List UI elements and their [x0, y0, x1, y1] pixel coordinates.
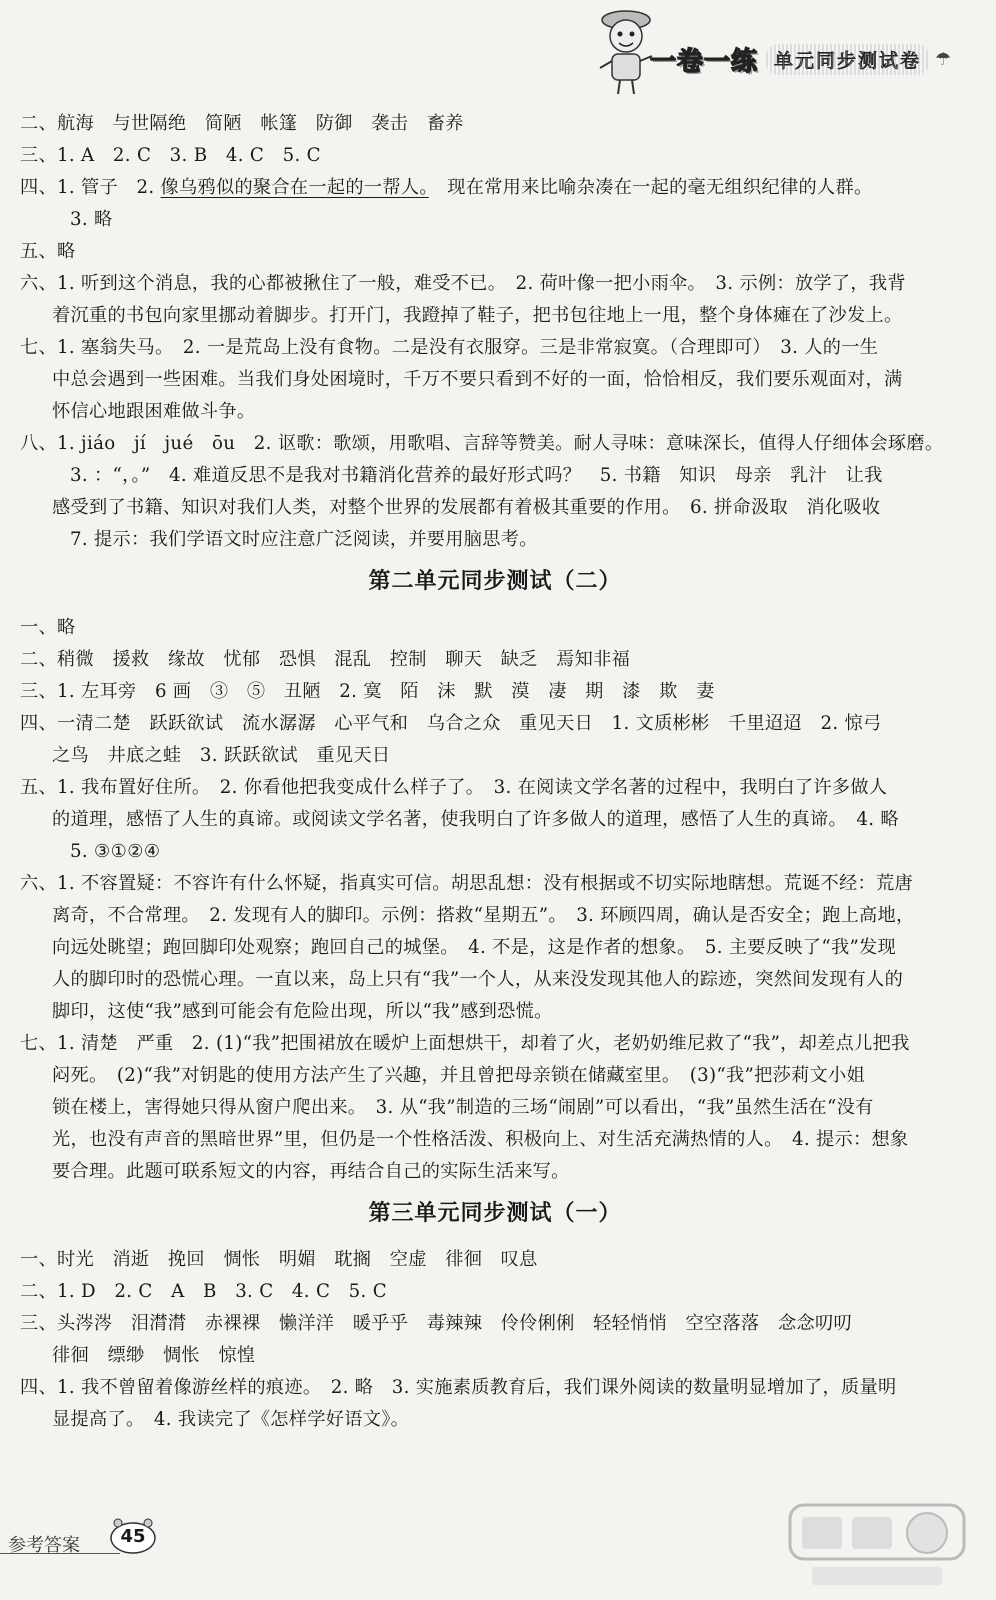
answer-line: 的道理，感悟了人生的真谛。或阅读文学名著，使我明白了许多做人的道理，感悟了人生的真谛。 4. 略 — [52, 809, 899, 830]
answer-line: 之鸟 井底之蛙 3. 跃跃欲试 重见天日 — [52, 745, 391, 766]
answer-line: 3. 略 — [70, 209, 113, 230]
answer-text: 现在常用来比喻杂凑在一起的毫无组织纪律的人群。 — [428, 177, 873, 198]
section-unit3 — [20, 1244, 970, 1436]
answer-line: 六、1. 不容置疑：不容许有什么怀疑，指真实可信。胡思乱想：没有根据或不切实际地瞎想。荒诞不经：荒唐 — [20, 873, 913, 894]
answer-line: 二、稍微 援救 缘故 忧郁 恐惧 混乱 控制 聊天 缺乏 焉知非福 — [20, 649, 631, 670]
answer-line: 三、1. A 2. C 3. B 4. C 5. C — [20, 145, 321, 166]
answer-line: 中总会遇到一些困难。当我们身处困境时，千万不要只看到不好的一面，恰恰相反，我们要乐观面对，满 — [52, 369, 903, 390]
answer-line: 3. ：“，。” 4. 难道反思不是我对书籍消化营养的最好形式吗？ 5. 书籍 知识 母亲 乳汁 让我 — [70, 465, 883, 486]
answer-line: 要合理。此题可联系短文的内容，再结合自己的实际生活来写。 — [52, 1161, 570, 1182]
watermark-logo-icon — [782, 1495, 972, 1595]
answer-line: 5. ③①②④ — [70, 841, 161, 862]
brand-main: 一卷一练 — [650, 46, 759, 77]
section-unit2 — [20, 612, 970, 1188]
answer-line: 三、1. 左耳旁 6 画 ③ ⑤ 丑陋 2. 寞 陌 沫 默 漠 凄 期 漆 欺 妻 — [20, 681, 715, 702]
page-number-text: 45 — [120, 1525, 146, 1547]
answer-line: 一、略 — [20, 617, 76, 638]
answer-line: 感受到了书籍、知识对我们人类，对整个世界的发展都有着极其重要的作用。 6. 拼命汲取 消化吸收 — [52, 497, 881, 518]
page-number — [108, 1517, 158, 1555]
section-title-unit3: 第三单元同步测试（一） — [368, 1201, 622, 1226]
underlined-answer: 像乌鸦似的聚合在一起的一帮人。 — [160, 177, 429, 198]
answer-line: 7. 提示：我们学语文时应注意广泛阅读，并要用脑思考。 — [70, 529, 538, 550]
answer-line-q4 — [20, 172, 970, 204]
answer-line: 光，也没有声音的黑暗世界”里，但仍是一个性格活泼、积极向上、对生活充满热情的人。 4. 提示：想象 — [52, 1129, 909, 1150]
mascot-icon — [596, 6, 656, 96]
reference-answer-label: 参考答案 — [8, 1535, 80, 1556]
answer-line: 三、头涔涔 泪潸潸 赤裸裸 懒洋洋 暖乎乎 毒辣辣 伶伶俐俐 轻轻悄悄 空空落落 念念叨叨 — [20, 1313, 852, 1334]
answer-line: 五、略 — [20, 241, 76, 262]
answer-line: 一、时光 消逝 挽回 惆怅 明媚 耽搁 空虚 徘徊 叹息 — [20, 1249, 538, 1270]
answer-line: 四、1. 我不曾留着像游丝样的痕迹。 2. 略 3. 实施素质教育后，我们课外阅读的数量明显增加了，质量明 — [20, 1377, 897, 1398]
answer-line: 锁在楼上，害得她只得从窗户爬出来。 3. 从“我”制造的三场“闹剧”可以看出，“我”虽然生活在“没有 — [52, 1097, 874, 1118]
brand-sub: 单元同步测试卷 — [766, 44, 929, 75]
answer-line: 着沉重的书包向家里挪动着脚步。打开门，我蹬掉了鞋子，把书包往地上一甩，整个身体瘫在了沙发上。 — [52, 305, 903, 326]
answer-line: 四、一清二楚 跃跃欲试 流水潺潺 心平气和 乌合之众 重见天日 1. 文质彬彬 千里迢迢 2. 惊弓 — [20, 713, 882, 734]
answer-line: 闷死。 (2)“我”对钥匙的使用方法产生了兴趣，并且曾把母亲锁在储藏室里。 (3)“我”把莎莉文小姐 — [52, 1065, 866, 1086]
footer-divider — [0, 1553, 120, 1554]
answer-line: 二、1. D 2. C A B 3. C 4. C 5. C — [20, 1281, 387, 1302]
answer-line: 脚印，这使“我”感到可能会有危险出现，所以“我”感到恐慌。 — [52, 1001, 553, 1022]
answer-line: 人的脚印时的恐慌心理。一直以来，岛上只有“我”一个人，从来没发现其他人的踪迹，突然间发现有人的 — [52, 969, 904, 990]
answer-line: 六、1. 听到这个消息，我的心都被揪住了一般，难受不已。 2. 荷叶像一把小雨伞。 3. 示例：放学了，我背 — [20, 273, 906, 294]
answer-content — [20, 108, 970, 1436]
answer-line: 显提高了。 4. 我读完了《怎样学好语文》。 — [52, 1409, 410, 1430]
swirl-icon: ☂ — [935, 48, 952, 70]
answer-line: 七、1. 清楚 严重 2. (1)“我”把围裙放在暖炉上面想烘干，却着了火，老奶奶维尼救了“我”，却差点儿把我 — [20, 1033, 910, 1054]
answer-line: 五、1. 我布置好住所。 2. 你看他把我变成什么样子了。 3. 在阅读文学名著的过程中，我明白了许多做人 — [20, 777, 888, 798]
answer-text: 四、1. 管子 2. — [20, 177, 161, 198]
page-header — [0, 0, 996, 110]
answer-line: 向远处眺望；跑回脚印处观察；跑回自己的城堡。 4. 不是，这是作者的想象。 5. 主要反映了“我”发现 — [52, 937, 897, 958]
answer-line: 怀信心地跟困难做斗争。 — [52, 401, 256, 422]
section-title-unit2: 第二单元同步测试（二） — [368, 569, 622, 594]
answer-line: 七、1. 塞翁失马。 2. 一是荒岛上没有食物。二是没有衣服穿。三是非常寂寞。（合理即可） 3. 人的一生 — [20, 337, 879, 358]
answer-line: 离奇，不合常理。 2. 发现有人的脚印。示例：搭救“星期五”。 3. 环顾四周，确认是否安全；跑上高地， — [52, 905, 915, 926]
page-footer — [0, 1495, 996, 1600]
answer-line: 徘徊 缥缈 惆怅 惊惶 — [52, 1345, 256, 1366]
section-unit-prev — [20, 108, 970, 556]
answer-line: 二、航海 与世隔绝 简陋 帐篷 防御 袭击 畜养 — [20, 113, 464, 134]
brand-banner — [650, 44, 952, 77]
answer-line: 八、1. jiáo jí jué ōu 2. 讴歌：歌颂，用歌唱、言辞等赞美。耐人寻味：意味深长，值得人仔细体会琢磨。 — [20, 433, 944, 454]
